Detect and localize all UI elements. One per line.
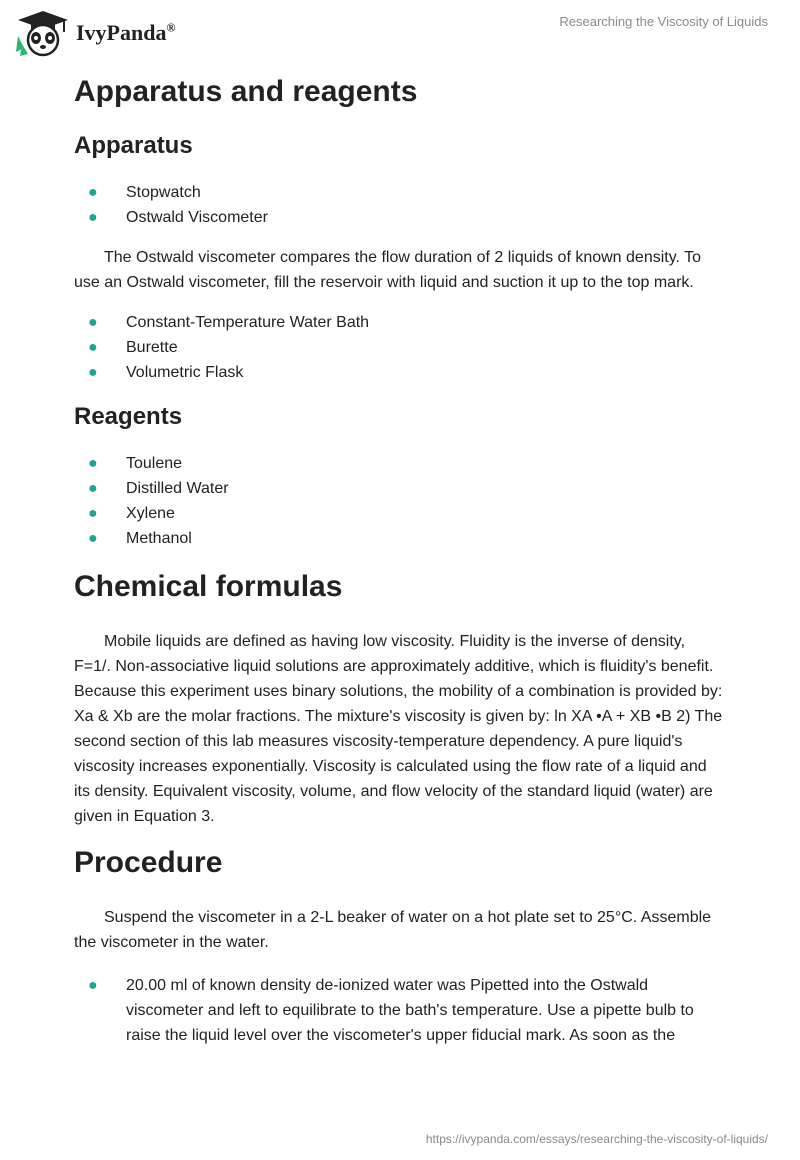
heading-reagents: Reagents [74, 403, 183, 430]
apparatus-paragraph: The Ostwald viscometer compares the flow duration of 2 liquids of known density. To use an Ostwald viscometer, fill the reservoir with liquid and suction it up to the top mark. [74, 249, 702, 291]
heading-procedure: Procedure [74, 846, 223, 879]
list-item: ● Ostwald Viscometer [74, 205, 724, 230]
list-item: ● Constant-Temperature Water Bath [74, 310, 724, 335]
list-item: ● Volumetric Flask [74, 360, 724, 385]
list-item: ● 20.00 ml of known density de-ionized water was Pipetted into the Ostwald viscometer and left to equilibrate to the bath's temperature. Use a pipette bulb to raise the liquid level over the viscometer's upper fiducial mark. As soon as the [74, 973, 724, 1048]
article-body [74, 70, 724, 1048]
bullet-icon: ● [88, 364, 98, 381]
list-item: ● Xylene [74, 501, 724, 526]
procedure-list [74, 973, 724, 1048]
chemical-paragraph: Mobile liquids are defined as having low viscosity. Fluidity is the inverse of density, F=1/. Non-associative liquid solutions are approximately additive, which is fluidity's benefit. Because this experiment uses binary solutions, the mobility of a combination is provided by: Xa & Xb are the molar fractions. The mixture's viscosity is given by: ln XA •A + XB •B 2) The second section of this lab measures viscosity-temperature dependency. A pure liquid's viscosity increases exponentially. Viscosity is calculated using the flow rate of a liquid and its density. Equivalent viscosity, volume, and flow velocity of the standard liquid (water) are given in Equation 3. [74, 633, 723, 825]
procedure-paragraph: Suspend the viscometer in a 2-L beaker of water on a hot plate set to 25°C. Assemble the viscometer in the water. [74, 909, 712, 951]
heading-apparatus: Apparatus [74, 132, 193, 159]
heading-apparatus-and-reagents: Apparatus and reagents [74, 75, 418, 108]
bullet-icon: ● [88, 977, 98, 994]
page-header [0, 0, 800, 70]
ivypanda-logo[interactable] [14, 8, 175, 58]
apparatus-list-2 [74, 310, 724, 385]
bullet-icon: ● [88, 505, 98, 522]
list-item: ● Toulene [74, 451, 724, 476]
logo-text: IvyPanda® [76, 20, 176, 45]
bullet-icon: ● [88, 314, 98, 331]
list-item: ● Stopwatch [74, 180, 724, 205]
bullet-icon: ● [88, 530, 98, 547]
list-item: ● Methanol [74, 526, 724, 551]
heading-chemical-formulas: Chemical formulas [74, 570, 343, 603]
document-title: Researching the Viscosity of Liquids [559, 14, 768, 29]
bullet-icon: ● [88, 480, 98, 497]
list-item: ● Distilled Water [74, 476, 724, 501]
bullet-icon: ● [88, 455, 98, 472]
panda-graduate-icon [14, 8, 72, 58]
apparatus-list [74, 180, 724, 230]
reagents-list [74, 451, 724, 551]
bullet-icon: ● [88, 184, 98, 201]
bullet-icon: ● [88, 209, 98, 226]
list-item: ● Burette [74, 335, 724, 360]
source-url[interactable]: https://ivypanda.com/essays/researching-the-viscosity-of-liquids/ [425, 1132, 768, 1146]
bullet-icon: ● [88, 339, 98, 356]
